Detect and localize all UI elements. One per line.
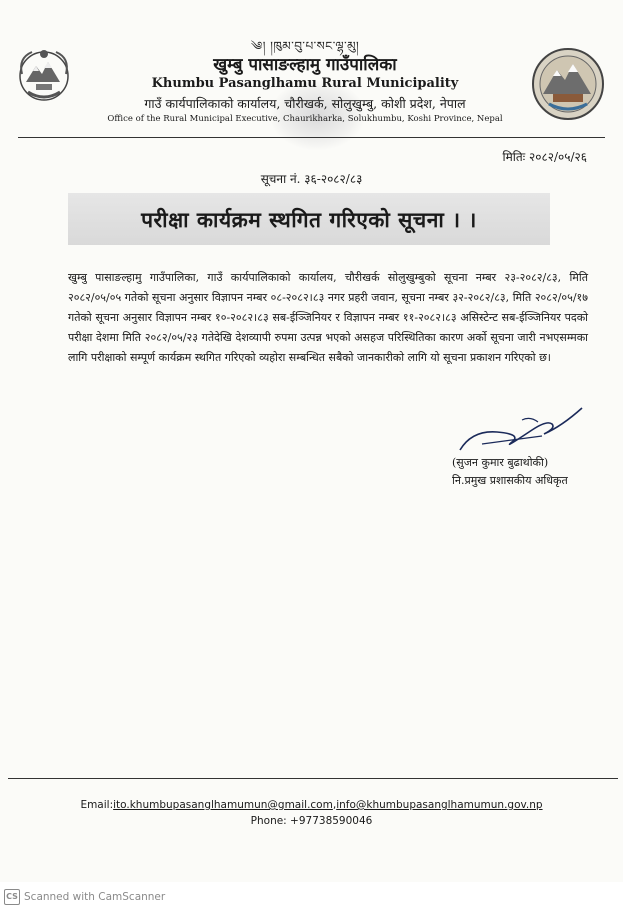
office-address-np: गाउँ कार्यपालिकाको कार्यालय, चौरीखर्क, सोलुखुम्बु, कोशी प्रदेश, नेपाल <box>144 96 466 111</box>
title-band <box>68 193 550 245</box>
email-link-ito[interactable]: ito.khumbupasanglhamumun@gmail.com <box>113 799 333 811</box>
notice-body: खुम्बु पासाङल्हामु गाउँपालिका, गाउँ कार्यपालिकाको कार्यालय, चौरीखर्क सोलुखुम्बुको सूचना नम्बर २३-२०८२/८३, मिति २०८२/०५/०५ गतेको सूचना अनुसार विज्ञापन नम्बर ०८-२०८२।८३ नगर प्रहरी जवान, सूचना नम्बर ३२-२०८२/८३, मिति २०८२/०५/१७ गतेको सूचना अनुसार विज्ञापन नम्बर १०-२०८२।८३ सब-ईञ्जिनियर र विज्ञापन नम्बर ११-२०८२।८३ असिस्टेन्ट सब-ईञ्जिनियर पदको परीक्षा देशमा मिति २०८२/०५/२३ गतेदेखि देशव्यापी रुपमा उत्पन्न भएको असहज परिस्थितिका कारण अर्को सूचना जारी नभएसम्मका लागि परीक्षाको सम्पूर्ण कार्यक्रम स्थगित गरिएको व्यहोरा सम्बन्धित सबैको जानकारीको लागि यो सूचना प्रकाशन गरिएको छ। <box>68 271 588 364</box>
camscanner-logo-icon: CS <box>4 889 20 905</box>
email-separator: , <box>332 799 337 811</box>
letterhead <box>90 38 520 125</box>
signature <box>452 400 587 460</box>
camscanner-text: Scanned with CamScanner <box>24 891 166 903</box>
notice-title: परीक्षा कार्यक्रम स्थगित गरिएको सूचना । । <box>141 207 477 232</box>
footer-phone: Phone: +97738590046 <box>250 815 373 827</box>
email-label: Email: <box>80 799 114 811</box>
notice-date: मितिः २०८२/०५/२६ <box>502 150 587 164</box>
email-link-info[interactable]: info@khumbupasanglhamumun.gov.np <box>336 799 543 811</box>
footer <box>0 797 623 829</box>
footer-email-line <box>0 797 623 813</box>
municipality-logo-icon <box>529 46 607 122</box>
tibetan-name: ༄། །ཁུམ་བུ་པ་སང་ལྷ་མུ། <box>250 39 360 53</box>
nepal-emblem-icon <box>14 44 74 104</box>
camscanner-watermark <box>4 889 165 905</box>
municipality-name-np: खुम्बु पासाङल्हामु गाउँपालिका <box>213 55 397 75</box>
header-divider <box>18 137 605 138</box>
signatory-position: नि.प्रमुख प्रशासकीय अधिकृत <box>452 474 568 487</box>
footer-divider <box>8 778 618 779</box>
municipality-name-en: Khumbu Pasanglhamu Rural Municipality <box>151 76 459 91</box>
signatory-name: (सुजन कुमार बुढाथोकी) <box>452 456 549 469</box>
office-address-en: Office of the Rural Municipal Executive, Chaurikharka, Solukhumbu, Koshi Province, Nepal <box>107 114 503 124</box>
notice-number: सूचना नं. ३६-२०८२/८३ <box>260 172 363 186</box>
